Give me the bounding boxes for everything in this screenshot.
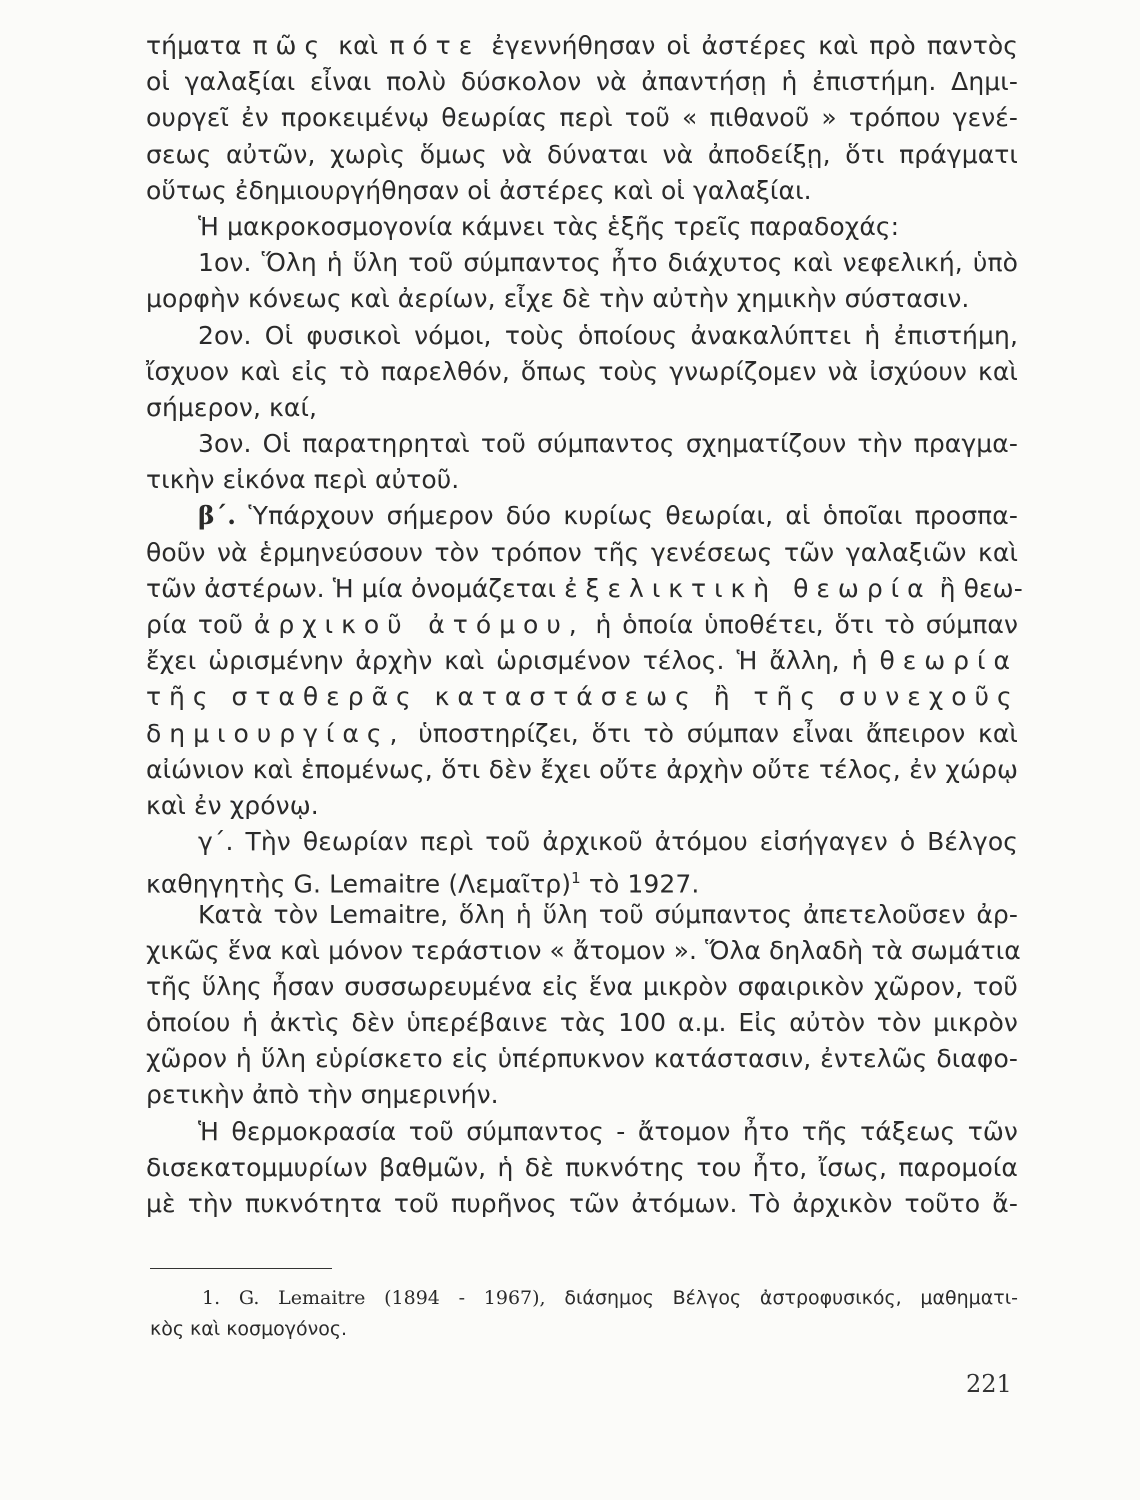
text-line: χικῶς ἕνα καὶ μόνον τεράστιον « ἄτομον ». Ὅλα δηλαδὴ τὰ σωμάτια: [146, 935, 1021, 965]
text-line: ρετικὴν ἀπὸ τὴν σημερινήν.: [146, 1080, 499, 1110]
text-line: 1ον. Ὅλη ἡ ὕλη τοῦ σύμπαντος ἦτο διάχυτος καὶ νεφελική, ὑπὸ: [198, 248, 1018, 278]
text-line: 2ον. Οἱ φυσικοὶ νόμοι, τοὺς ὁποίους ἀνακαλύπτει ἡ ἐπιστήμη,: [198, 320, 1018, 350]
text-line: μὲ τὴν πυκνότητα τοῦ πυρῆνος τῶν ἀτόμων. Τὸ ἀρχικὸν τοῦτο ἄ-: [146, 1189, 1018, 1218]
text-line: τῆς ὕλης ἦσαν συσσωρευμένα εἰς ἕνα μικρὸν σφαιρικὸν χῶρον, τοῦ: [146, 971, 1018, 1001]
text-line: γ΄. Τὴν θεωρίαν περὶ τοῦ ἀρχικοῦ ἀτόμου εἰσήγαγεν ὁ Βέλγος: [198, 827, 1018, 857]
text-line: ὁποίου ἡ ἀκτὶς δὲν ὑπερέβαινε τὰς 100 α.μ. Εἰς αὐτὸν τὸν μικρὸν: [146, 1008, 1018, 1038]
text-line: καὶ ἐν χρόνῳ.: [146, 790, 319, 820]
footnote: [150, 1283, 1018, 1345]
text-line: ρία τοῦ ἀρχικοῦ ἀτόμου, ἡ ὁποία ὑποθέτει, ὅτι τὸ σύμπαν: [146, 610, 1019, 639]
footnote-line: 1. G. Lemaitre (1894 - 1967), διάσημος Βέλγος ἀστροφυσικός, μαθηματι-: [202, 1287, 1018, 1309]
text-line: 3ον. Οἱ παρατηρηταὶ τοῦ σύμπαντος σχηματίζουν τὴν πραγμα-: [198, 429, 1018, 459]
page-number: 221: [966, 1370, 1012, 1398]
text-line: ἴσχυον καὶ εἰς τὸ παρελθόν, ὅπως τοὺς γνωρίζομεν νὰ ἰσχύουν καὶ: [146, 356, 1018, 386]
text-line: Ἡ μακροκοσμογονία κάμνει τὰς ἑξῆς τρεῖς παραδοχάς:: [198, 211, 900, 241]
text-line: ουργεῖ ἐν προκειμένῳ θεωρίας περὶ τοῦ « πιθανοῦ » τρόπου γενέ-: [146, 103, 1018, 133]
text-line: οὕτως ἐδημιουργήθησαν οἱ ἀστέρες καὶ οἱ γαλαξίαι.: [146, 175, 812, 205]
text-line: Κατὰ τὸν Lemaitre, ὅλη ἡ ὕλη τοῦ σύμπαντος ἀπετελοῦσεν ἀρ-: [198, 899, 1018, 929]
text-line: θοῦν νὰ ἑρμηνεύσουν τὸν τρόπον τῆς γενέσεως τῶν γαλαξιῶν καὶ: [146, 537, 1018, 567]
text-line: δημιουργίας, ὑποστηρίζει, ὅτι τὸ σύμπαν εἶναι ἄπειρον καὶ: [146, 718, 1018, 748]
section-marker: β΄.: [198, 501, 237, 531]
text-line: Ἡ θερμοκρασία τοῦ σύμπαντος - ἄτομον ἦτο τῆς τάξεως τῶν: [198, 1116, 1018, 1146]
text-line: χῶρον ἡ ὕλη εὑρίσκετο εἰς ὑπέρπυκνον κατάστασιν, ἐντελῶς διαφο-: [146, 1044, 1018, 1074]
main-text: [146, 28, 1023, 1222]
text-line: ἔχει ὡρισμένην ἀρχὴν καὶ ὡρισμένον τέλος. Ἡ ἄλλη, ἡ θεωρία: [146, 646, 1018, 676]
text-line: τῆς σταθερᾶς καταστάσεως ἢ τῆς συνεχοῦς: [146, 682, 1020, 712]
footnote-line: κὸς καὶ κοσμογόνος.: [150, 1318, 348, 1340]
text-line: δισεκατομμυρίων βαθμῶν, ἡ δὲ πυκνότης του ἦτο, ἴσως, παρομοία: [146, 1152, 1018, 1182]
text-line: σεως αὐτῶν, χωρὶς ὅμως νὰ δύναται νὰ ἀποδείξῃ, ὅτι πράγματι: [146, 139, 1018, 169]
text-line: οἱ γαλαξίαι εἶναι πολὺ δύσκολον νὰ ἀπαντήσῃ ἡ ἐπιστήμη. Δημι-: [146, 67, 1018, 97]
footnote-divider: [150, 1268, 332, 1269]
text-line: καθηγητὴς G. Lemaitre (Λεμαῖτρ)$^1$ τὸ 1927.: [146, 869, 700, 899]
text-line: τῶν ἀστέρων. Ἡ μία ὀνομάζεται ἐξελικτικὴ θεωρία ἢ θεω-: [146, 573, 1023, 603]
text-line: σήμερον, καί,: [146, 392, 318, 422]
footnote-reference: 1: [571, 869, 581, 888]
text-line: τικὴν εἰκόνα περὶ αὐτοῦ.: [146, 465, 460, 495]
text-line: μορφὴν κόνεως καὶ ἀερίων, εἶχε δὲ τὴν αὐτὴν χημικὴν σύστασιν.: [146, 284, 970, 314]
text-line: τήματα πῶς καὶ πότε ἐγεννήθησαν οἱ ἀστέρες καὶ πρὸ παντὸς: [146, 31, 1019, 60]
text-line: β΄. Ὑπάρχουν σήμερον δύο κυρίως θεωρίαι, αἱ ὁποῖαι προσπα-: [198, 501, 1019, 531]
text-line: αἰώνιον καὶ ἑπομένως, ὅτι δὲν ἔχει οὔτε ἀρχὴν οὔτε τέλος, ἐν χώρῳ: [146, 754, 1018, 784]
